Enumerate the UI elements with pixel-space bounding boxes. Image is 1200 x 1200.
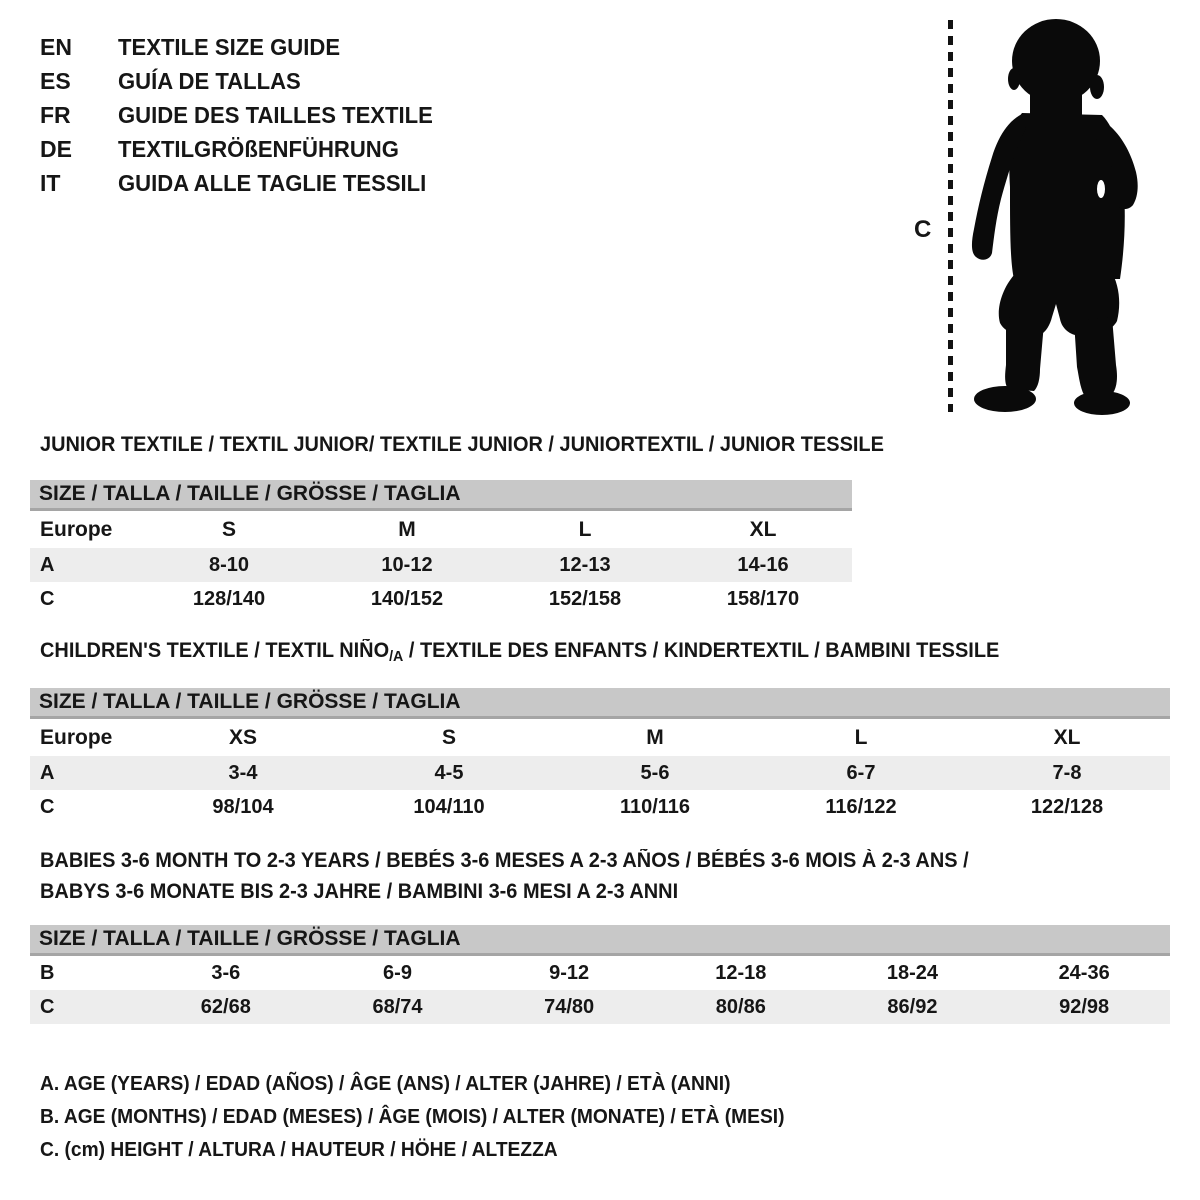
language-title-list <box>40 30 446 200</box>
europe-sizes-row <box>30 718 1170 757</box>
height-cell: 92/98 <box>998 990 1170 1024</box>
height-cell: 140/152 <box>370 587 444 610</box>
language-code: EN <box>40 33 72 60</box>
age-years-row <box>30 548 852 582</box>
size-cell: M <box>398 517 416 541</box>
age-cell: 3-4 <box>140 756 346 790</box>
children-title-text: / TEXTILE DES ENFANTS / KINDERTEXTIL / BAMBINI TESSILE <box>403 639 1000 662</box>
age-cell: 5-6 <box>552 756 758 790</box>
height-cell: 158/170 <box>726 587 800 610</box>
language-row-es <box>40 64 446 98</box>
footnote-height-cm: C. (cm) HEIGHT / ALTURA / HAUTEUR / HÖHE / ALTEZZA <box>40 1139 558 1161</box>
guide-title: TEXTILE SIZE GUIDE <box>118 33 341 60</box>
size-cell: L <box>578 517 592 541</box>
height-cell: 80/86 <box>655 990 827 1024</box>
age-months-row <box>30 955 1170 991</box>
height-cell: 62/68 <box>140 990 312 1024</box>
age-cell: 6-7 <box>758 756 964 790</box>
size-cell: M <box>646 725 664 749</box>
footnote-age-years: A. AGE (YEARS) / EDAD (AÑOS) / ÂGE (ANS) / ALTER (JAHRE) / ETÀ (ANNI) <box>40 1073 731 1095</box>
height-cell: 128/140 <box>192 587 266 610</box>
row-label: C <box>30 990 140 1024</box>
size-header-row <box>30 925 1170 955</box>
footnote-age-months: B. AGE (MONTHS) / EDAD (MESES) / ÂGE (MOIS) / ALTER (MONATE) / ETÀ (MESI) <box>40 1106 785 1128</box>
babies-size-table <box>30 925 1170 1024</box>
size-cell: XL <box>1053 725 1081 749</box>
height-cm-row <box>30 582 852 616</box>
junior-size-table <box>30 480 852 616</box>
row-label: B <box>40 961 55 984</box>
region-label: Europe <box>40 725 113 749</box>
size-header-cell: SIZE / TALLA / TAILLE / GRÖSSE / TAGLIA <box>30 688 1170 718</box>
children-size-table <box>30 688 1170 824</box>
language-code: ES <box>40 67 71 94</box>
guide-title: TEXTILGRÖßENFÜHRUNG <box>118 135 399 162</box>
age-cell: 9-12 <box>549 961 590 984</box>
age-cell: 12-13 <box>496 548 674 582</box>
babies-section-title <box>40 845 969 907</box>
age-cell: 4-5 <box>346 756 552 790</box>
height-measure-label: C <box>914 216 932 243</box>
language-row-en <box>40 30 446 64</box>
babies-title-line1: BABIES 3-6 MONTH TO 2-3 YEARS / BEBÉS 3-6 MESES A 2-3 AÑOS / BÉBÉS 3-6 MOIS À 2-3 ANS / <box>40 849 969 872</box>
height-cell: 74/80 <box>483 990 655 1024</box>
size-header-row <box>30 480 852 510</box>
age-cell: 24-36 <box>1058 961 1110 984</box>
size-header-cell: SIZE / TALLA / TAILLE / GRÖSSE / TAGLIA <box>30 480 852 510</box>
region-label: Europe <box>40 517 113 541</box>
height-measure-dashed-line <box>948 20 953 412</box>
height-cell: 86/92 <box>827 990 999 1024</box>
age-years-row <box>30 756 1170 790</box>
toddler-silhouette-image <box>970 17 1140 417</box>
row-label: C <box>40 587 55 610</box>
height-cell: 110/116 <box>619 795 691 818</box>
language-row-it <box>40 166 446 200</box>
children-title-subscript: /A <box>389 648 404 665</box>
language-code: DE <box>40 135 72 162</box>
language-code: IT <box>40 169 61 196</box>
language-row-de <box>40 132 446 166</box>
height-cell: 152/158 <box>548 587 622 610</box>
junior-section-title: JUNIOR TEXTILE / TEXTIL JUNIOR/ TEXTILE JUNIOR / JUNIORTEXTIL / JUNIOR TESSILE <box>40 433 884 456</box>
size-cell: L <box>854 725 868 749</box>
language-code: FR <box>40 101 71 128</box>
row-label: A <box>30 756 140 790</box>
height-cell: 98/104 <box>212 795 274 818</box>
height-cell: 68/74 <box>312 990 484 1024</box>
children-title-text: CHILDREN'S TEXTILE / TEXTIL NIÑO <box>40 639 390 662</box>
guide-title: GUIDE DES TAILLES TEXTILE <box>118 101 433 128</box>
age-cell: 18-24 <box>886 961 939 984</box>
age-cell: 3-6 <box>211 961 241 984</box>
size-header-row <box>30 688 1170 718</box>
babies-title-line2: BABYS 3-6 MONATE BIS 2-3 JAHRE / BAMBINI 3-6 MESI A 2-3 ANNI <box>40 880 679 903</box>
size-cell: XS <box>228 725 257 749</box>
height-cell: 116/122 <box>825 795 897 818</box>
age-cell: 10-12 <box>318 548 496 582</box>
europe-sizes-row <box>30 510 852 549</box>
size-cell: XL <box>749 517 777 541</box>
height-cm-row <box>30 790 1170 824</box>
size-cell: S <box>441 725 456 749</box>
size-cell: S <box>221 517 236 541</box>
age-cell: 7-8 <box>964 756 1170 790</box>
guide-title: GUÍA DE TALLAS <box>118 67 301 94</box>
height-cell: 122/128 <box>1030 795 1104 818</box>
guide-title: GUIDA ALLE TAGLIE TESSILI <box>118 169 427 196</box>
children-section-title <box>40 639 999 665</box>
age-cell: 12-18 <box>715 961 767 984</box>
age-cell: 8-10 <box>140 548 318 582</box>
language-row-fr <box>40 98 446 132</box>
row-label: A <box>30 548 140 582</box>
size-header-cell: SIZE / TALLA / TAILLE / GRÖSSE / TAGLIA <box>30 925 1170 955</box>
row-label: C <box>40 795 55 818</box>
age-cell: 14-16 <box>674 548 852 582</box>
legend-footnotes <box>40 1068 816 1167</box>
age-cell: 6-9 <box>383 961 412 984</box>
height-cm-row <box>30 990 1170 1024</box>
height-cell: 104/110 <box>413 795 485 818</box>
